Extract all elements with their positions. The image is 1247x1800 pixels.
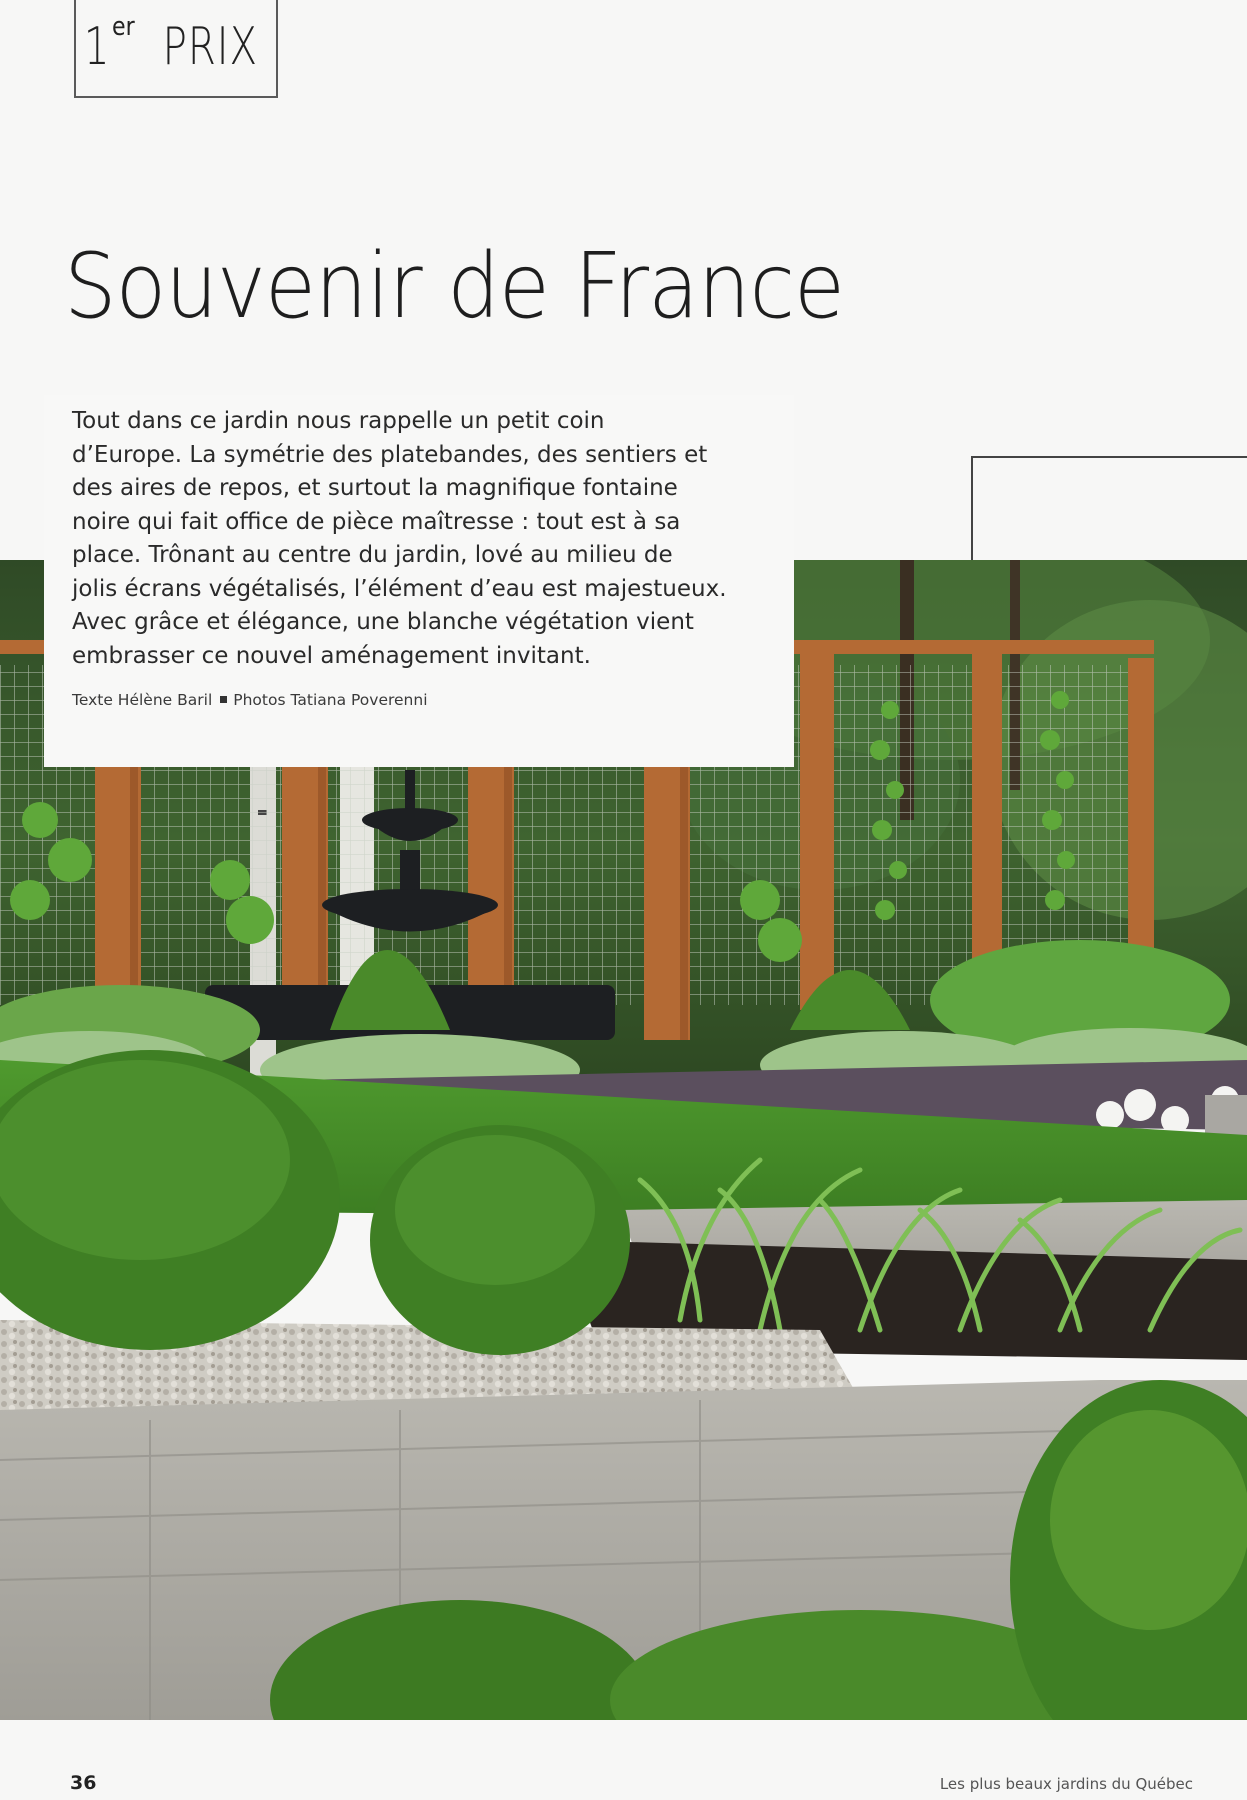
intro-line: Tout dans ce jardin nous rappelle un petit coin [72, 408, 605, 434]
intro-panel [44, 395, 794, 767]
intro-line: des aires de repos, et surtout la magnifique fontaine [72, 475, 678, 501]
intro-line: d’Europe. La symétrie des platebandes, des sentiers et [72, 441, 708, 468]
credit-separator [220, 696, 227, 703]
credit-photos: Photos Tatiana Poverenni [233, 691, 428, 709]
credits [72, 691, 794, 709]
prize-superscript: er [112, 12, 136, 42]
credit-text: Texte Hélène Baril [72, 691, 213, 709]
article-title: Souvenir de France [64, 234, 845, 339]
prize-number: 1 [84, 17, 111, 77]
intro-line: jolis écrans végétalisés, l’élément d’eau est majestueux. [72, 575, 727, 602]
page-number: 36 [70, 1772, 97, 1794]
intro-line: place. Trônant au centre du jardin, lové au milieu de [72, 542, 673, 568]
decorative-frame [971, 456, 1247, 576]
intro-line: embrasser ce nouvel aménagement invitant. [72, 642, 591, 669]
intro-line: noire qui fait office de pièce maîtresse : tout est à sa [72, 508, 681, 535]
intro-line: Avec grâce et élégance, une blanche végétation vient [72, 609, 694, 635]
prize-badge [74, 0, 278, 98]
prize-word: PRIX [162, 17, 259, 77]
intro-paragraph [72, 395, 792, 673]
publication-name: Les plus beaux jardins du Québec [939, 1775, 1193, 1793]
